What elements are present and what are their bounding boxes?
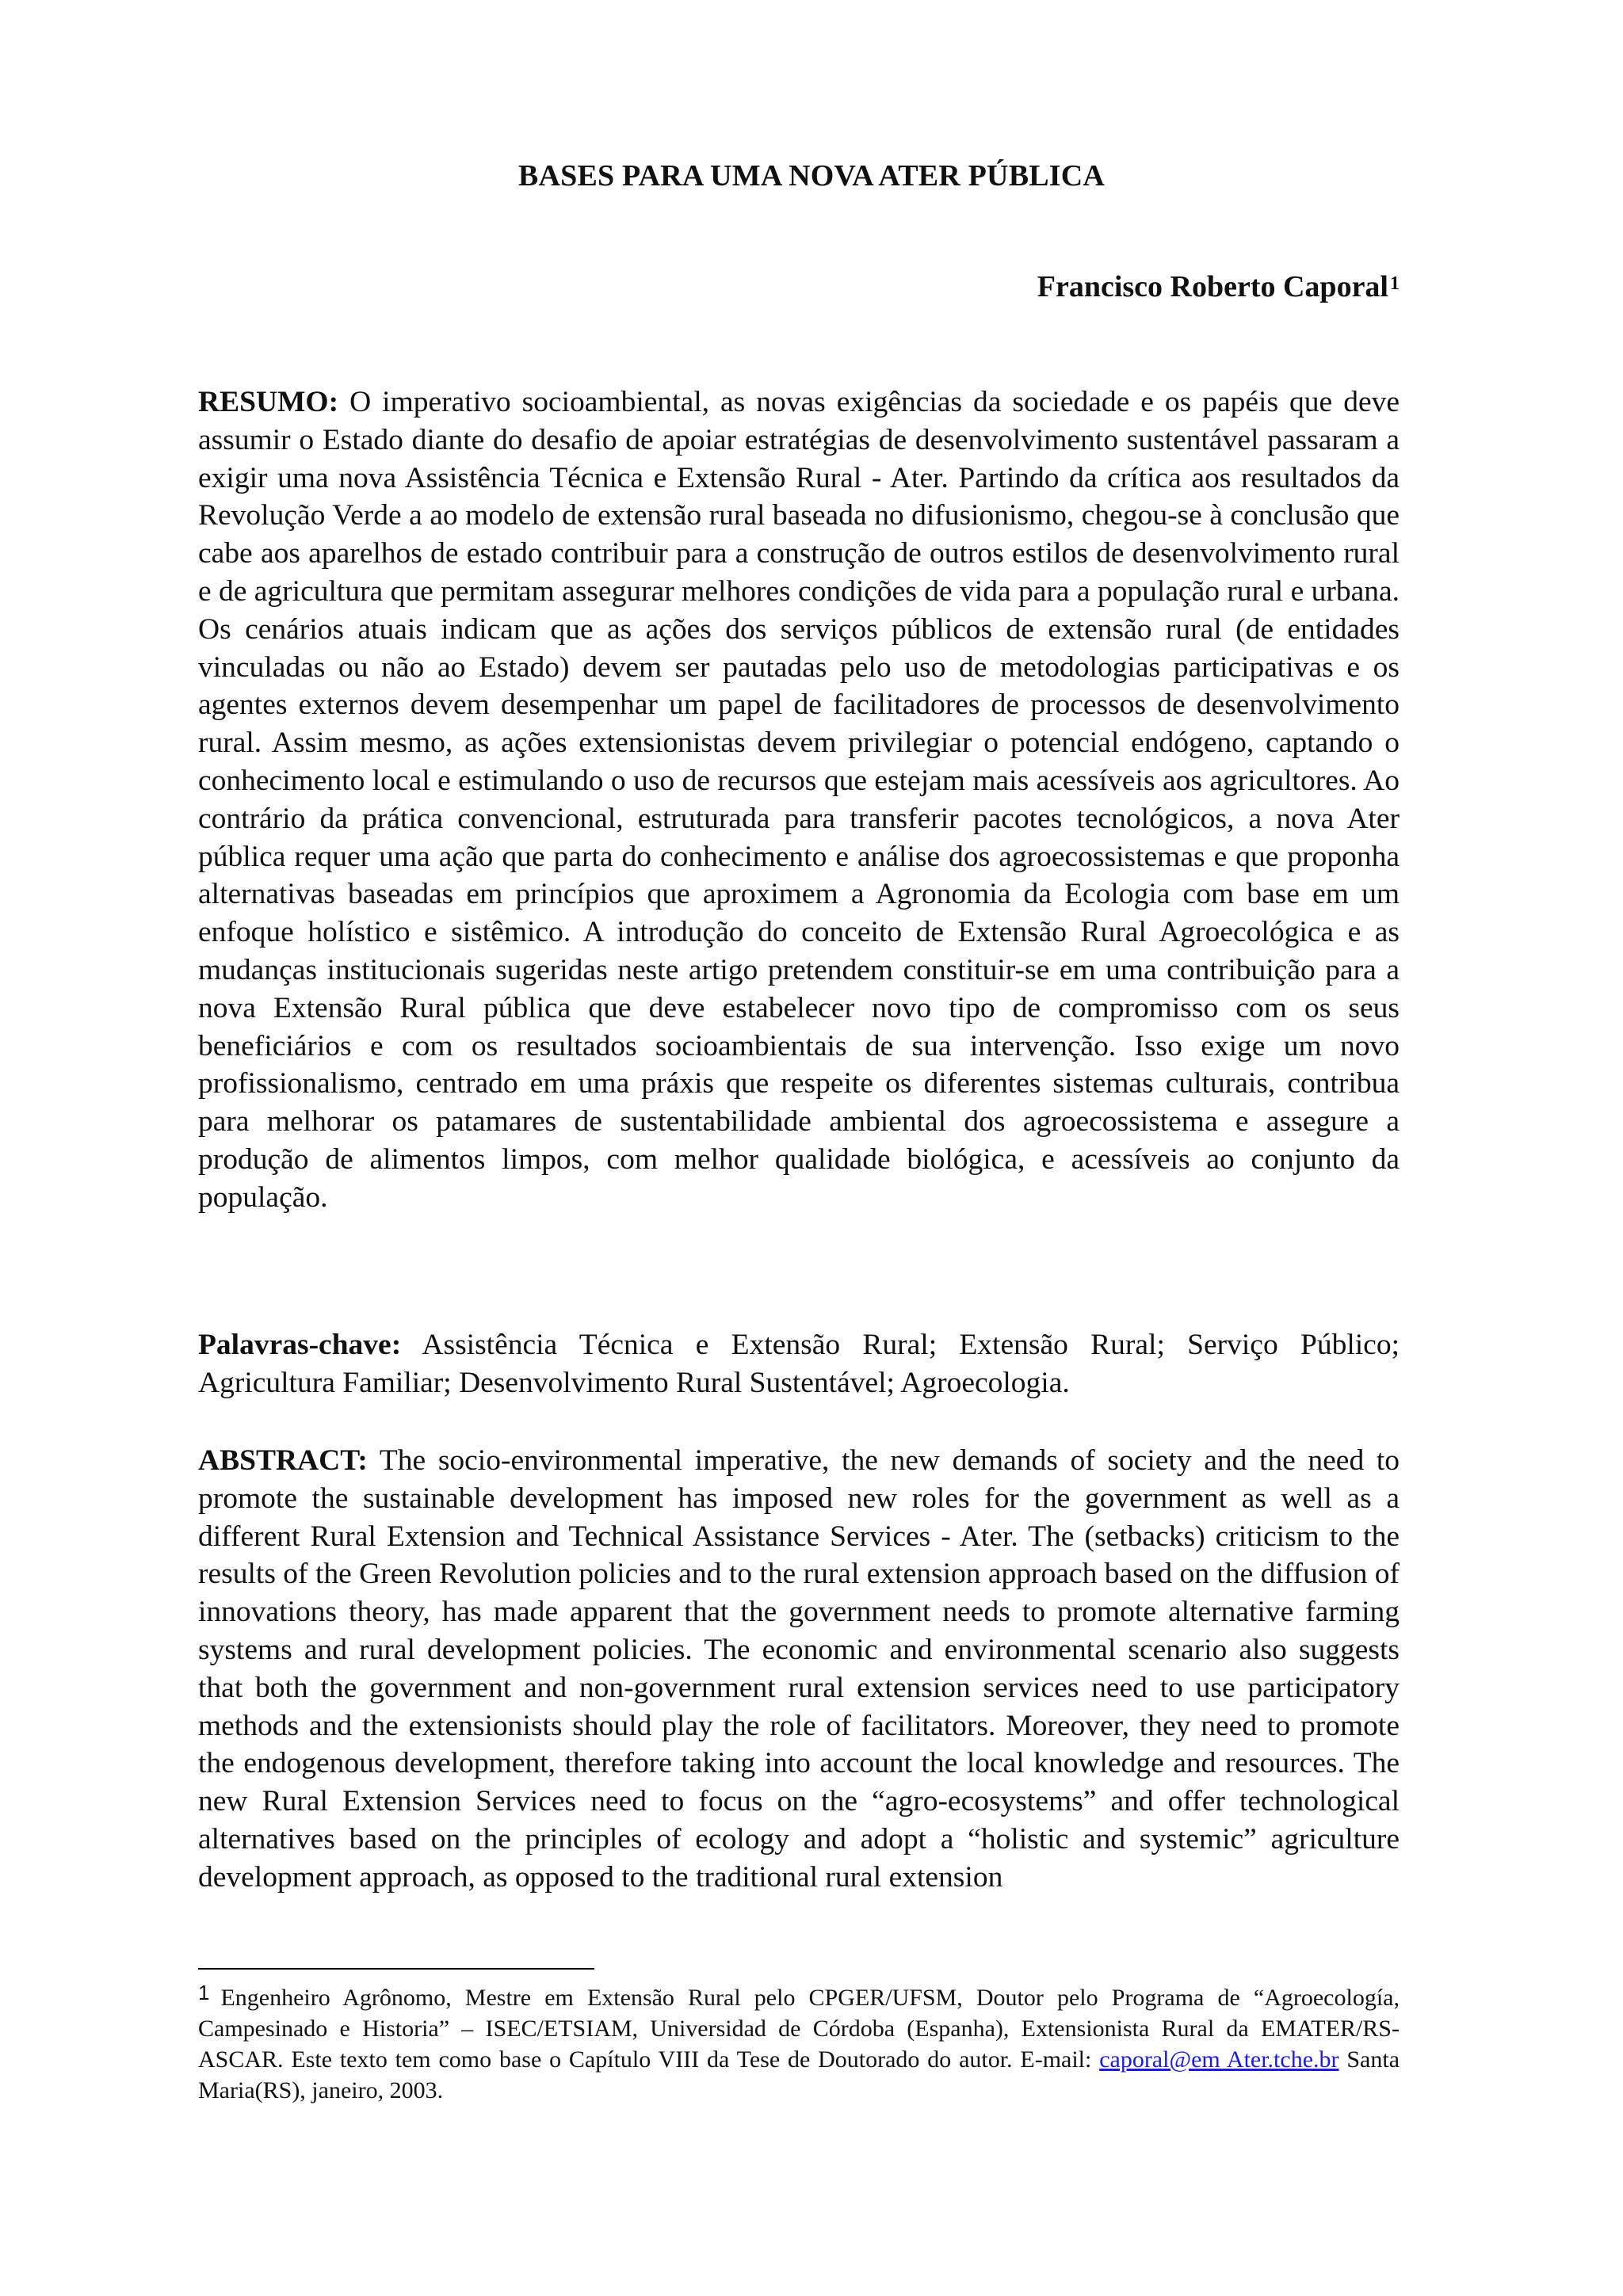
resumo-label: RESUMO: [198, 386, 339, 418]
footnote-text: Engenheiro Agrônomo, Mestre em Extensão Rural pelo CPGER/UFSM, Doutor pelo Programa de “Agroecología, Campesinado e Historia” – ISEC/ETSIAM, Universidad de Córdoba (Espanha), Extensionista Rural da EMATER/RS-ASCAR. Este texto tem como base o Capítulo VIII da Tese de Doutorado do autor. E-mail: [198, 1985, 1400, 2073]
footnote-divider [198, 1968, 594, 1970]
keywords-label: Palavras-chave: [198, 1329, 402, 1361]
resumo-paragraph [198, 383, 1400, 1217]
abstract-label: ABSTRACT: [198, 1444, 368, 1477]
author-footnote-mark: 1 [1390, 273, 1400, 294]
footnote-mark: 1 [198, 1981, 210, 2004]
abstract-text: The socio-environmental imperative, the new demands of society and the need to promote the sustainable development has imposed new roles for the government as well as a different Rural Extension and Technical Assistance Services - Ater. The (setbacks) criticism to the results of the Green Revolution policies and to the rural extension approach based on the diffusion of innovations theory, has made apparent that the government needs to promote alternative farming systems and rural development policies. The economic and environmental scenario also suggests that both the government and non-government rural extension services need to use participatory methods and the extensionists should play the role of facilitators. Moreover, they need to promote the endogenous development, therefore taking into account the local knowledge and resources. The new Rural Extension Services need to focus on the “agro-ecosystems” and offer technological alternatives based on the principles of ecology and adopt a “holistic and systemic” agriculture development approach, as opposed to the traditional rural extension [198, 1444, 1400, 1894]
footnote-text-after: Santa Maria(RS), janeiro, 2003. [198, 2046, 1400, 2103]
keywords-text: Assistência Técnica e Extensão Rural; Extensão Rural; Serviço Público; Agricultura Familiar; Desenvolvimento Rural Sustentável; Agroecologia. [198, 1329, 1400, 1399]
author-name: Francisco Roberto Caporal [1037, 270, 1388, 303]
email-link[interactable]: caporal@em Ater.tche.br [1099, 2046, 1339, 2073]
author-line [198, 268, 1400, 306]
paper-title: BASES PARA UMA NOVA ATER PÚBLICA [517, 159, 1106, 193]
keywords-paragraph [198, 1326, 1400, 1402]
resumo-text: O imperativo socioambiental, as novas exigências da sociedade e os papéis que deve assumir o Estado diante do desafio de apoiar estratégias de desenvolvimento sustentável passaram a exigir uma nova Assistência Técnica e Extensão Rural - Ater. Partindo da crítica aos resultados da Revolução Verde a ao modelo de extensão rural baseada no difusionismo, chegou-se à conclusão que cabe aos aparelhos de estado contribuir para a construção de outros estilos de desenvolvimento rural e de agricultura que permitam assegurar melhores condições de vida para a população rural e urbana. Os cenários atuais indicam que as ações dos serviços públicos de extensão rural (de entidades vinculadas ou não ao Estado) devem ser pautadas pelo uso de metodologias participativas e os agentes externos devem desempenhar um papel de facilitadores de processos de desenvolvimento rural. Assim mesmo, as ações extensionistas devem privilegiar o potencial endógeno, captando o conhecimento local e estimulando o uso de recursos que estejam mais acessíveis aos agricultores. Ao contrário da prática convencional, estruturada para transferir pacotes tecnológicos, a nova Ater pública requer uma ação que parta do conhecimento e análise dos agroecossistemas e que proponha alternativas baseadas em princípios que aproximem a Agronomia da Ecologia com base em um enfoque holístico e sistêmico. A introdução do conceito de Extensão Rural Agroecológica e as mudanças institucionais sugeridas neste artigo pretendem constituir-se em uma contribuição para a nova Extensão Rural pública que deve estabelecer novo tipo de compromisso com os seus beneficiários e com os resultados socioambientais de sua intervenção. Isso exige um novo profissionalismo, centrado em uma práxis que respeite os diferentes sistemas culturais, contribua para melhorar os patamares de sustentabilidade ambiental dos agroecossistema e assegure a produção de alimentos limpos, com melhor qualidade biológica, e acessíveis ao conjunto da população. [198, 386, 1400, 1214]
footnote [198, 1982, 1400, 2106]
abstract-paragraph [198, 1442, 1400, 1897]
